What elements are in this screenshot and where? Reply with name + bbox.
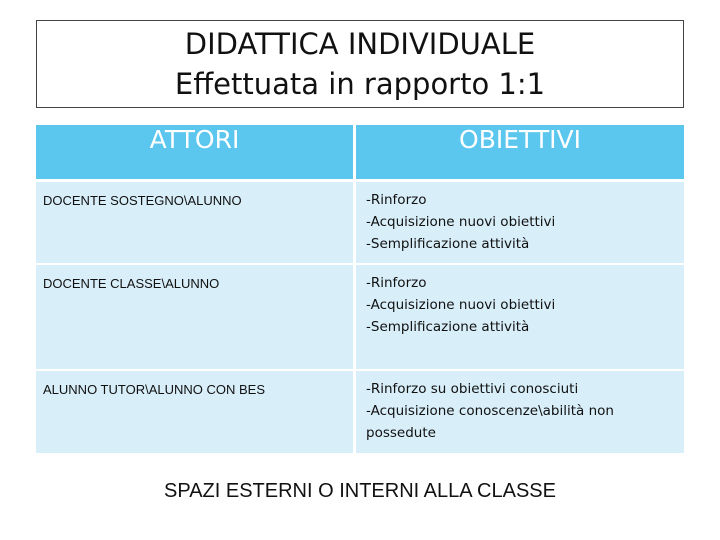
attore-cell: DOCENTE CLASSE\ALUNNO xyxy=(36,265,356,371)
header-attori: ATTORI xyxy=(36,125,356,182)
attore-cell: DOCENTE SOSTEGNO\ALUNNO xyxy=(36,182,356,265)
table-row xyxy=(36,182,684,265)
obiettivo-line: -Acquisizione nuovi obiettivi xyxy=(366,214,556,230)
obiettivo-line: -Rinforzo su obiettivi conosciuti xyxy=(366,381,579,397)
obiettivo-line: -Rinforzo xyxy=(366,275,427,291)
table-row xyxy=(36,265,684,371)
table-row xyxy=(36,371,684,455)
header-obiettivi: OBIETTIVI xyxy=(356,125,684,182)
obiettivo-line: -Acquisizione nuovi obiettivi xyxy=(366,297,556,313)
obiettivo-line: -Semplificazione attività xyxy=(366,319,530,335)
title-box xyxy=(36,20,684,108)
obiettivo-line: -Semplificazione attività xyxy=(366,236,530,252)
slide-subtitle: Effettuata in rapporto 1:1 xyxy=(174,67,546,101)
obiettivi-cell xyxy=(356,371,684,455)
attore-cell: ALUNNO TUTOR\ALUNNO CON BES xyxy=(36,371,356,455)
obiettivi-cell xyxy=(356,182,684,265)
footer-caption: SPAZI ESTERNI O INTERNI ALLA CLASSE xyxy=(164,480,556,502)
table-header-row xyxy=(36,125,684,182)
obiettivo-line: -Acquisizione conoscenze\abilità non xyxy=(366,403,614,419)
slide-title: DIDATTICA INDIVIDUALE xyxy=(184,27,536,61)
roles-table xyxy=(36,125,684,455)
obiettivi-cell xyxy=(356,265,684,371)
obiettivo-line: possedute xyxy=(366,425,436,441)
obiettivo-line: -Rinforzo xyxy=(366,192,427,208)
